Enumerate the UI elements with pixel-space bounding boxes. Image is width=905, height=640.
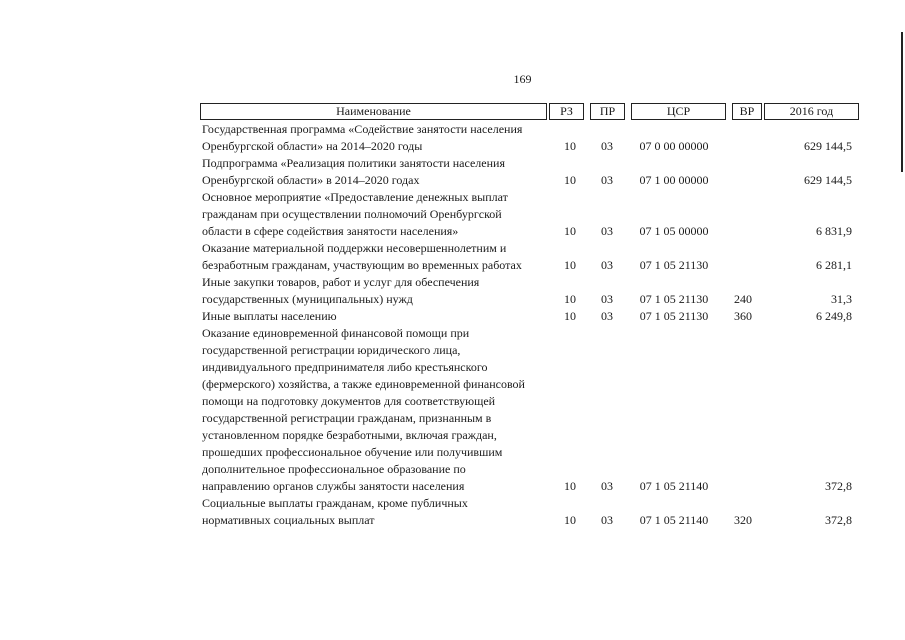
row-rz: 10 (564, 224, 576, 238)
row-name-line: Социальные выплаты гражданам, кроме публичных (202, 496, 468, 510)
row-name-line: области в сфере содействия занятости населения» (202, 224, 459, 238)
row-sum: 31,3 (831, 292, 852, 306)
row-csr: 07 0 00 00000 (639, 139, 709, 153)
header-vr: ВР (732, 103, 762, 120)
row-name-line: прошедших профессиональное обучение или получившим (202, 445, 503, 459)
table-row (0, 495, 905, 529)
row-vr: 240 (734, 292, 752, 306)
row-pr: 03 (601, 258, 613, 272)
row-name-line: нормативных социальных выплат (202, 513, 375, 527)
table-row (0, 240, 905, 274)
row-name (202, 189, 547, 240)
row-sum: 6 249,8 (816, 309, 852, 323)
row-name-line: индивидуального предпринимателя либо крестьянского (202, 360, 488, 374)
row-name (202, 155, 547, 189)
row-name-line: государственных (муниципальных) нужд (202, 292, 413, 306)
row-name-line: дополнительное профессиональное образование по (202, 462, 466, 476)
row-sum: 372,8 (825, 513, 852, 527)
row-name-line: государственной регистрации гражданам, признанным в (202, 411, 492, 425)
table-row (0, 121, 905, 155)
row-vr: 320 (734, 513, 752, 527)
table-body (0, 121, 905, 529)
row-name-line: безработным гражданам, участвующим во временных работах (202, 258, 522, 272)
row-name-line: направлению органов службы занятости населения (202, 479, 465, 493)
row-name-line: Иные закупки товаров, работ и услуг для обеспечения (202, 275, 480, 289)
header-name: Наименование (200, 103, 547, 120)
row-name-line: Оказание материальной поддержки несовершеннолетним и (202, 241, 507, 255)
row-pr: 03 (601, 513, 613, 527)
row-name-line: Подпрограмма «Реализация политики занятости населения (202, 156, 505, 170)
row-name (202, 325, 547, 495)
row-sum: 629 144,5 (804, 173, 852, 187)
row-pr: 03 (601, 224, 613, 238)
row-csr: 07 1 05 00000 (639, 224, 709, 238)
row-csr: 07 1 05 21140 (639, 479, 709, 493)
row-rz: 10 (564, 139, 576, 153)
row-name-line: Основное мероприятие «Предоставление денежных выплат (202, 190, 508, 204)
row-name-line: Государственная программа «Содействие занятости населения (202, 122, 523, 136)
row-pr: 03 (601, 309, 613, 323)
row-name (202, 240, 547, 274)
row-name-line: гражданам при осуществлении полномочий Оренбургской (202, 207, 502, 221)
page-number: 169 (513, 72, 532, 86)
table-header (200, 103, 859, 120)
row-name (202, 495, 547, 529)
header-year: 2016 год (764, 103, 859, 120)
row-name-line: Оренбургской области» на 2014–2020 годы (202, 139, 423, 153)
table-row (0, 189, 905, 240)
row-pr: 03 (601, 479, 613, 493)
row-pr: 03 (601, 139, 613, 153)
row-name-line: установленном порядке безработными, включая граждан, (202, 428, 497, 442)
row-name (202, 274, 547, 308)
row-csr: 07 1 05 21130 (639, 309, 709, 323)
row-name-line: (фермерского) хозяйства, а также единовременной финансовой (202, 377, 525, 391)
table-row (0, 274, 905, 308)
row-name (202, 121, 547, 155)
row-vr: 360 (734, 309, 752, 323)
row-rz: 10 (564, 258, 576, 272)
row-name-line: помощи на подготовку документов для соответствующей (202, 394, 496, 408)
header-rz: РЗ (549, 103, 584, 120)
row-name-line: Оренбургской области» в 2014–2020 годах (202, 173, 420, 187)
row-name-line: Оказание единовременной финансовой помощи при (202, 326, 470, 340)
table-row (0, 308, 905, 325)
row-rz: 10 (564, 292, 576, 306)
row-sum: 372,8 (825, 479, 852, 493)
row-sum: 6 281,1 (816, 258, 852, 272)
row-name-line: Иные выплаты населению (202, 309, 337, 323)
table-row (0, 155, 905, 189)
row-pr: 03 (601, 173, 613, 187)
row-sum: 629 144,5 (804, 139, 852, 153)
row-csr: 07 1 00 00000 (639, 173, 709, 187)
header-csr: ЦСР (631, 103, 726, 120)
row-csr: 07 1 05 21130 (639, 292, 709, 306)
row-csr: 07 1 05 21140 (639, 513, 709, 527)
row-rz: 10 (564, 479, 576, 493)
row-sum: 6 831,9 (816, 224, 852, 238)
row-rz: 10 (564, 309, 576, 323)
header-pr: ПР (590, 103, 625, 120)
row-rz: 10 (564, 513, 576, 527)
row-pr: 03 (601, 292, 613, 306)
row-csr: 07 1 05 21130 (639, 258, 709, 272)
row-rz: 10 (564, 173, 576, 187)
table-row (0, 325, 905, 495)
row-name-line: государственной регистрации юридического лица, (202, 343, 461, 357)
row-name (202, 308, 547, 325)
